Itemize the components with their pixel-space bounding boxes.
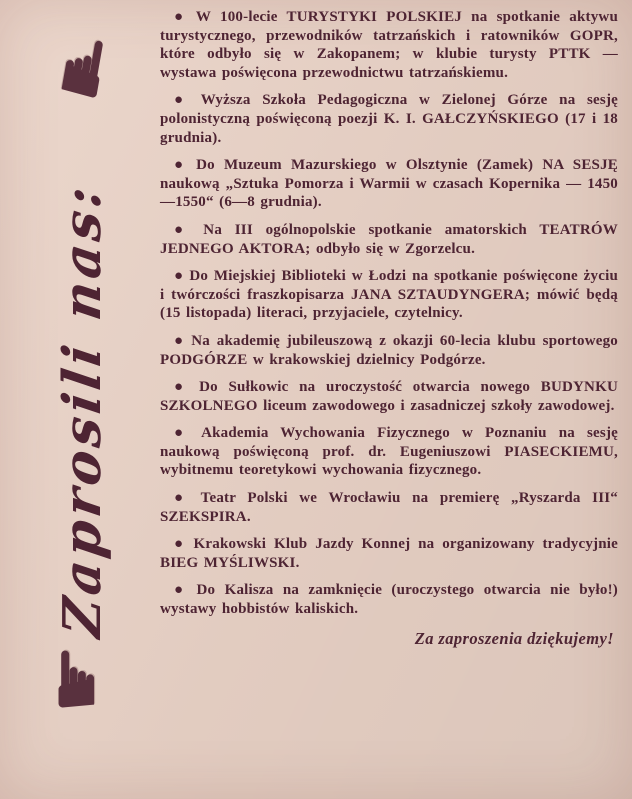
manicule-pointing-down-icon: ☛ [32,24,134,110]
list-item: ● Do Miejskiej Biblioteki w Łodzi na spotkanie poświęcone życiu i twórczości fraszkopisarza JANA SZTAUDYNGERA; mówić będą (15 listopada) literaci, przyjaciele, czytelnicy. [160,268,618,322]
list-item: ● Wyższa Szkoła Pedagogiczna w Zielonej Górze na sesję polonistyczną poświęconą poezji K. I. GAŁCZYŃSKIEGO (17 i 18 grudnia). [160,92,618,146]
list-item: ● Teatr Polski we Wrocławiu na premierę „Ryszarda III“ SZEKSPIRA. [160,490,618,525]
list-item: ● Krakowski Klub Jazdy Konnej na organizowany tradycyjnie BIEG MYŚLIWSKI. [160,536,618,571]
article-text-column [160,8,618,649]
left-rail [0,0,155,799]
list-item: ● Na III ogólnopolskie spotkanie amatorskich TEATRÓW JEDNEGO AKTORA; odbyło się w Zgorzelcu. [160,221,618,257]
footer-note: Za zaproszenia dziękujemy! [414,628,614,648]
manicule-pointing-up-icon: ☛ [31,644,122,714]
list-item: ● Akademia Wychowania Fizycznego w Poznaniu na sesję naukową poświęconą prof. dr. Eugeniuszowi PIASECKIEMU, wybitnemu teoretykowi wychowania fizycznego. [160,425,618,479]
list-item: ● Do Kalisza na zamknięcie (uroczystego otwarcia nie było!) wystawy hobbistów kaliskich. [160,582,618,618]
page-title: Zaprosili nas: [52,179,113,641]
list-item: ● Do Muzeum Mazurskiego w Olsztynie (Zamek) NA SESJĘ naukową „Sztuka Pomorza i Warmii w czasach Kopernika — 1450—1550“ (6—8 grudnia). [160,157,618,211]
list-item: ● Na akademię jubileuszową z okazji 60-lecia klubu sportowego PODGÓRZE w krakowskiej dzielnicy Podgórze. [160,332,618,368]
list-item: ● Do Sułkowic na uroczystość otwarcia nowego BUDYNKU SZKOLNEGO liceum zawodowego i zasadniczej szkoły zawodowej. [160,379,618,414]
list-item: ● W 100-lecie TURYSTYKI POLSKIEJ na spotkanie aktywu turystycznego, przewodników tatrzańskich i ratowników GOPR, które odbyło się w Zakopanem; w klubie turysty PTTK — wystawa poświęcona przewodnictwu tatrzańskiemu. [160,9,618,81]
